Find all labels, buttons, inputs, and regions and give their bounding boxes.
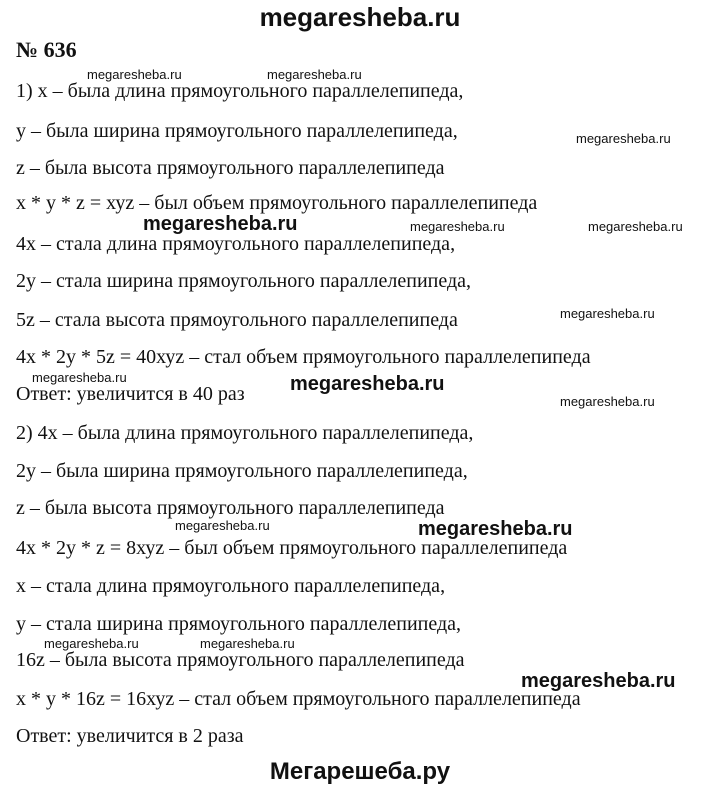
watermark: megaresheba.ru (44, 636, 139, 651)
solution-line: х * у * 16z = 16хуz – стал объем прямоугольного параллелепипеда (16, 688, 581, 710)
solution-line: 2у – стала ширина прямоугольного параллелепипеда, (16, 270, 472, 292)
solution-line: z – была высота прямоугольного параллелепипеда (16, 497, 445, 519)
solution-line: 4х * 2у * 5z = 40хуz – стал объем прямоугольного параллелепипеда (16, 346, 591, 368)
site-header: megaresheba.ru (259, 2, 461, 32)
watermark: megaresheba.ru (560, 394, 655, 409)
watermark: megaresheba.ru (560, 306, 655, 321)
solution-line: х – стала длина прямоугольного параллелепипеда, (16, 575, 446, 597)
watermark: megaresheba.ru (410, 219, 505, 234)
watermark: megaresheba.ru (290, 373, 445, 395)
solution-line: 4х * 2у * z = 8хуz – был объем прямоугольного параллелепипеда (16, 537, 568, 559)
answer-line: Ответ: увеличится в 2 раза (16, 725, 244, 747)
watermark: megaresheba.ru (87, 67, 182, 82)
problem-number: № 636 (16, 37, 77, 62)
watermark: megaresheba.ru (576, 131, 671, 146)
solution-line: z – была высота прямоугольного параллелепипеда (16, 157, 445, 179)
watermark: megaresheba.ru (418, 518, 573, 540)
watermark: megaresheba.ru (588, 219, 683, 234)
solution-line: х * у * z = хуz – был объем прямоугольного параллелепипеда (16, 192, 538, 214)
answer-line: Ответ: увеличится в 40 раз (16, 383, 245, 405)
solution-line: 2) 4х – была длина прямоугольного параллелепипеда, (16, 422, 474, 444)
watermark: megaresheba.ru (143, 213, 298, 235)
solution-line: 1) х – была длина прямоугольного параллелепипеда, (16, 80, 464, 102)
watermark: megaresheba.ru (32, 370, 127, 385)
watermark: megaresheba.ru (175, 518, 270, 533)
solution-line: 2у – была ширина прямоугольного параллелепипеда, (16, 460, 468, 482)
watermark: megaresheba.ru (200, 636, 295, 651)
solution-line: 5z – стала высота прямоугольного параллелепипеда (16, 309, 458, 331)
solution-line: 4х – стала длина прямоугольного параллелепипеда, (16, 233, 456, 255)
solution-line: 16z – была высота прямоугольного параллелепипеда (16, 649, 465, 671)
watermark: megaresheba.ru (267, 67, 362, 82)
site-footer: Мегарешеба.ру (269, 758, 451, 785)
watermark: megaresheba.ru (521, 670, 676, 692)
solution-line: у – была ширина прямоугольного параллелепипеда, (16, 120, 458, 142)
solution-line: у – стала ширина прямоугольного параллелепипеда, (16, 613, 462, 635)
